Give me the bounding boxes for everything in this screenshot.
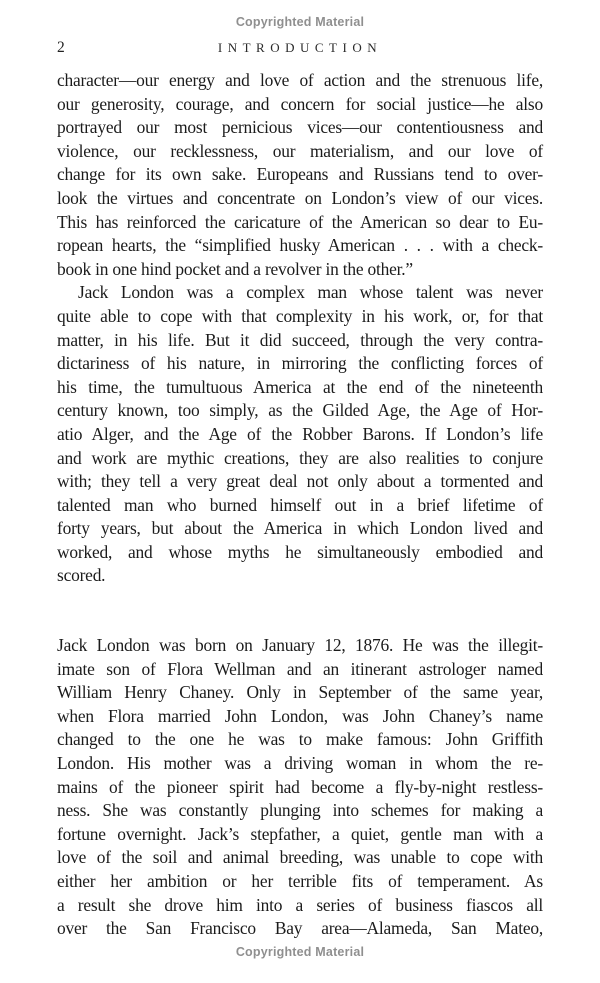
text-line: changed to the one he was to make famous: John Griffith [57,729,543,750]
text-line: forty years, but about the America in which London lived and [57,518,543,539]
text-line: ness. She was constantly plunging into schemes for making a [57,800,543,821]
text-line: atio Alger, and the Age of the Robber Barons. If London’s life [57,423,543,444]
text-line: scored. [57,565,106,586]
text-line: dictariness of his nature, in mirroring the conflicting forces of [57,353,543,374]
text-line: worked, and whose myths he simultaneously embodied and [57,541,543,562]
text-line: fortune overnight. Jack’s stepfather, a quiet, gentle man with a [57,823,543,844]
text-line: Jack London was a complex man whose talent was never [78,282,543,303]
running-head: INTRODUCTION [217,40,383,55]
text-line: William Henry Chaney. Only in September of the same year, [57,682,543,703]
text-line: imate son of Flora Wellman and an itinerant astrologer named [57,658,543,679]
paragraph [57,69,543,281]
text-line: quite able to cope with that complexity in his work, or, for that [57,305,543,326]
text-line: matter, in his life. But it did succeed, through the very contra- [57,329,543,350]
text-line: Jack London was born on January 12, 1876. He was the illegit- [57,635,543,656]
text-line: love of the soil and animal breeding, was unable to cope with [57,847,543,868]
text-line: portrayed our most pernicious vices—our contentiousness and [57,117,543,138]
text-line: and work are mythic creations, they are also realities to conjure [57,447,543,468]
text-line: over the San Francisco Bay area—Alameda, San Mateo, [57,918,543,939]
paragraph [57,281,543,588]
text-line: either her ambition or her terrible fits of temperament. As [57,871,543,891]
text-section [57,634,543,941]
text-line: century known, too simply, as the Gilded Age, the Age of Hor- [57,400,543,421]
text-line: violence, our recklessness, our materialism, and our love of [57,140,543,161]
page-header [57,39,543,57]
text-line: This has reinforced the caricature of the American so dear to Eu- [57,211,543,232]
copyright-notice-top: Copyrighted Material [235,15,365,29]
text-line: his time, the tumultuous America at the end of the nineteenth [57,376,543,397]
copyright-notice-bottom: Copyrighted Material [235,945,365,959]
text-line: ropean hearts, the “simplified husky American . . . with a check- [57,235,543,256]
text-line: a result she drove him into a series of business fiascos all [57,894,543,915]
text-line: London. His mother was a driving woman in whom the re- [57,753,543,774]
text-line: talented man who burned himself out in a brief lifetime of [57,494,543,515]
text-line: when Flora married John London, was John Chaney’s name [57,705,543,726]
text-section [57,69,543,588]
text-line: with; they tell a very great deal not only about a tormented and [57,471,543,492]
text-line: change for its own sake. Europeans and Russians tend to over- [57,164,543,185]
text-line: book in one hind pocket and a revolver in the other.” [57,258,413,279]
text-line: character—our energy and love of action and the strenuous life, [57,70,543,90]
page-number: 2 [57,39,65,56]
text-line: our generosity, courage, and concern for social justice—he also [57,93,543,114]
text-line: look the virtues and concentrate on London’s view of our vices. [57,187,543,208]
text-line: mains of the pioneer spirit had become a fly-by-night restless- [57,776,543,797]
paragraph [57,634,543,941]
body-text [57,69,543,941]
